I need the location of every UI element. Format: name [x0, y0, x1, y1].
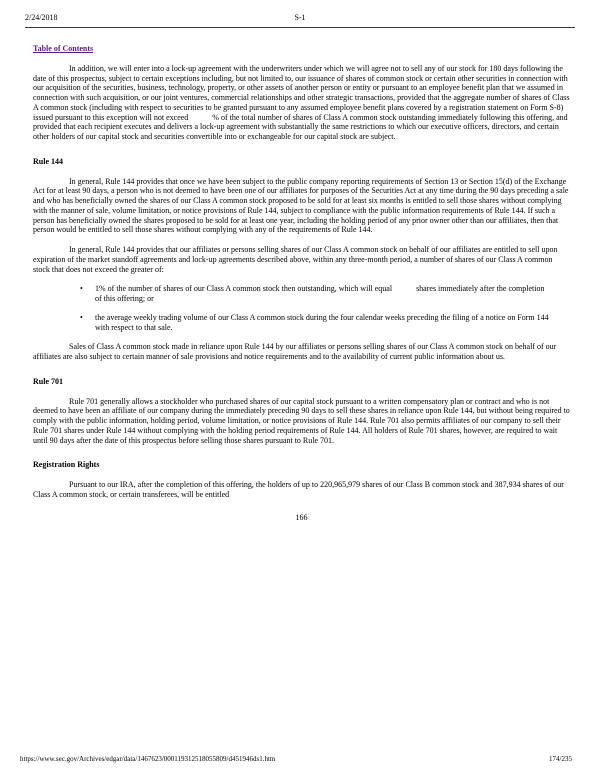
bullet-item: [80, 284, 570, 304]
bullet-text: the average weekly trading volume of our Class A common stock during the four calendar weeks preceding the filing of a notice on Form 144 with respect to that sale.: [95, 312, 549, 332]
bullet-item: [80, 312, 570, 333]
page-number: 166: [295, 512, 308, 522]
rule-144-bullet-list: [33, 284, 570, 332]
rule-701-heading: Rule 701: [33, 376, 63, 386]
rule-144-paragraph-2: In general, Rule 144 provides that our affiliates or persons selling shares of our Class A common stock on behalf of our affiliates are entitled to sell upon expiration of the market standoff agreements and lock-up agreements described above, within any three-month period, a number of shares of our Class A common stock that does not exceed the greater of:: [33, 245, 558, 274]
bullet-icon: •: [80, 284, 83, 294]
header-date: 2/24/2018: [25, 13, 58, 22]
footer-url: https://www.sec.gov/Archives/edgar/data/1467623/000119312518055809/d451946ds1.htm: [20, 755, 276, 764]
page-header: [0, 0, 600, 24]
registration-rights-heading: Registration Rights: [33, 460, 100, 470]
registration-rights-paragraph-1: Pursuant to our IRA, after the completion of this offering, the holders of up to 220,965,979 shares of our Class B common stock and 387,934 shares of our Class A common stock, or certain transferees, will be entitled: [33, 480, 564, 499]
intro-paragraph: In addition, we will enter into a lock-up agreement with the underwriters under which we will agree not to sell any of our stock for 180 days following the date of this prospectus, subject to certain exceptions including, but not limited to, our issuance of shares of common stock or certain other securities in connection with our acquisition of the securities, business, technology, property, or other assets of another person or entity or pursuant to an employee benefit plan that we assumed in connection with such acquisition, or our joint ventures, commercial relationships and other strategic transactions, provided that the aggregate number of shares of Class A common stock (including with respect to securities to be granted pursuant to any assumed employee benefit plans covered by a registration statement on Form S-8) issued pursuant to this exception will not exceed % of the total number of shares of Class A common stock outstanding immediately following this offering, and provided that each recipient executes and delivers a lock-up agreement with substantially the same restrictions to which our executive officers, directors, and certain other holders of our capital stock and securities convertible into or exchangeable for our capital stock are subject.: [33, 63, 570, 141]
table-of-contents-link[interactable]: Table of Contents: [33, 44, 94, 53]
rule-144-heading: Rule 144: [33, 156, 63, 166]
footer-page-indicator: 174/235: [549, 755, 572, 764]
rule-144-paragraph-3: Sales of Class A common stock made in reliance upon Rule 144 by our affiliates or persons selling shares of our Class A common stock on behalf of our affiliates are also subject to certain manner of sale provisions and notice requirements and to the availability of current public information about us.: [33, 342, 557, 361]
bullet-icon: •: [80, 312, 83, 322]
header-doc-type: S-1: [294, 13, 306, 22]
rule-144-paragraph-1: In general, Rule 144 provides that once we have been subject to the public company reporting requirements of Section 13 or Section 15(d) of the Exchange Act for at least 90 days, a person who is not deemed to have been one of our affiliates for purposes of the Securities Act at any time during the 90 days preceding a sale and who has beneficially owned the shares of our Class A common stock proposed to be sold for at least six months is entitled to sell those shares without complying with the manner of sale, volume limitation, or notice provisions of Rule 144, subject to compliance with the public information requirements of Rule 144. If such a person has beneficially owned the shares proposed to be sold for at least one year, including the holding period of any prior owner other than our affiliates, then that person would be entitled to sell those shares without complying with any of the requirements of Rule 144.: [33, 176, 569, 235]
document-body: [33, 64, 570, 523]
page-footer: [20, 755, 572, 764]
bullet-text: 1% of the number of shares of our Class A common stock then outstanding, which will equal shares immediately after the completion of this offering; or: [95, 284, 545, 303]
header-divider: [25, 27, 575, 28]
rule-701-paragraph-1: Rule 701 generally allows a stockholder who purchased shares of our capital stock pursuant to a written compensatory plan or contract and who is not deemed to have been an affiliate of our company during the immediately preceding 90 days to sell these shares in reliance upon Rule 144, but without being required to comply with the public information, holding period, volume limitation, or notice provisions of Rule 144. Rule 701 also permits affiliates of our company to sell their Rule 701 shares under Rule 144 without complying with the holding period requirements of Rule 144. All holders of Rule 701 shares, however, are required to wait until 90 days after the date of this prospectus before selling those shares pursuant to Rule 701.: [33, 396, 570, 445]
